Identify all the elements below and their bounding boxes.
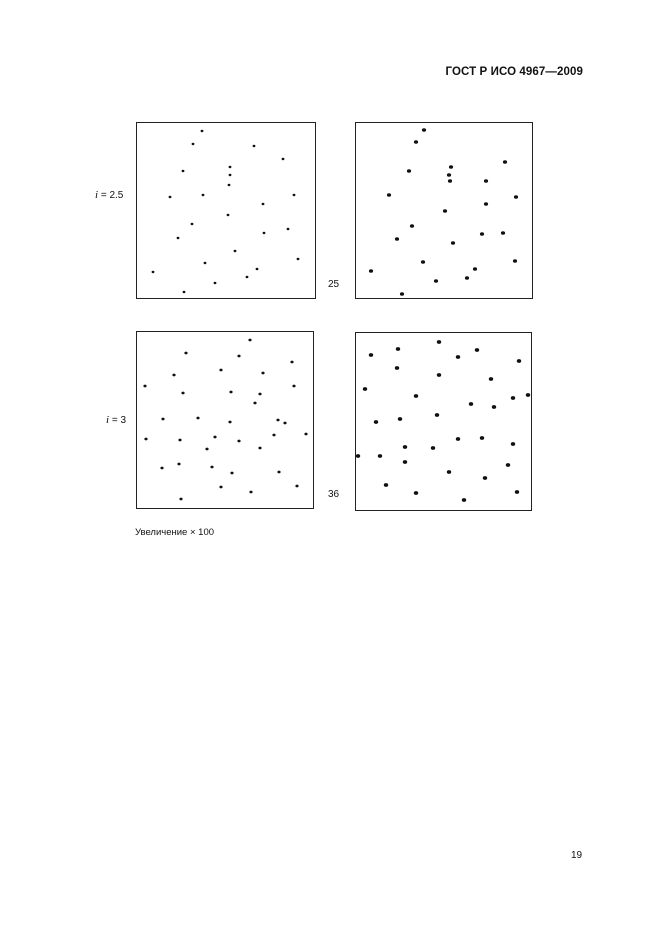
particle-dot — [469, 402, 473, 406]
particle-dot — [384, 483, 388, 487]
particle-dot — [447, 470, 451, 474]
particle-dot — [447, 173, 451, 177]
particle-dot — [414, 140, 418, 144]
particle-dot — [422, 128, 426, 132]
particle-dot — [283, 422, 286, 425]
particle-dot — [144, 438, 147, 441]
particle-dot — [143, 385, 146, 388]
variable-i: i — [95, 189, 99, 201]
particle-dot — [369, 353, 373, 357]
particle-dot — [480, 232, 484, 236]
particle-dot — [407, 169, 411, 173]
particle-dot — [177, 237, 180, 239]
particle-dot — [414, 491, 418, 495]
particle-dot — [492, 405, 496, 409]
particle-dot — [448, 179, 452, 183]
value-label-25: 25 — [328, 279, 340, 290]
particle-dot — [179, 498, 182, 501]
particle-dot — [295, 485, 298, 488]
particle-dot — [192, 143, 195, 145]
particle-dot — [277, 471, 280, 474]
particle-dot — [196, 417, 199, 420]
particle-dot — [501, 231, 505, 235]
particle-dot — [230, 472, 233, 475]
particle-dot — [292, 385, 295, 388]
particle-dot — [369, 269, 373, 273]
particle-dot — [387, 193, 391, 197]
particle-dot — [249, 491, 252, 494]
document-header: ГОСТ Р ИСО 4967—2009 — [445, 66, 583, 78]
particle-dot — [511, 442, 515, 446]
particle-dot — [414, 394, 418, 398]
particle-dot — [456, 437, 460, 441]
particle-dot — [526, 393, 530, 397]
micrograph-coarse-3 — [355, 332, 532, 511]
particle-dot — [258, 447, 261, 450]
particle-dot — [465, 276, 469, 280]
particle-dot — [204, 262, 207, 264]
particle-dot — [237, 440, 240, 443]
particle-dot — [431, 446, 435, 450]
particle-dot — [410, 224, 414, 228]
particle-dot — [228, 184, 231, 186]
particle-dot — [363, 387, 367, 391]
particle-dot — [178, 439, 181, 442]
particle-dot — [403, 445, 407, 449]
particle-dot — [262, 203, 265, 205]
particle-field — [356, 333, 533, 512]
particle-dot — [161, 418, 164, 421]
particle-field — [137, 123, 317, 300]
particle-dot — [437, 373, 441, 377]
particle-dot — [201, 130, 204, 132]
particle-dot — [228, 421, 231, 424]
particle-dot — [395, 366, 399, 370]
variable-i: i — [106, 414, 110, 426]
particle-dot — [378, 454, 382, 458]
particle-dot — [263, 232, 266, 234]
particle-dot — [169, 196, 172, 198]
label-value: = 2.5 — [98, 190, 124, 201]
particle-dot — [403, 460, 407, 464]
particle-dot — [202, 194, 205, 196]
particle-dot — [293, 194, 296, 196]
particle-dot — [398, 417, 402, 421]
particle-dot — [191, 223, 194, 225]
particle-dot — [506, 463, 510, 467]
particle-dot — [462, 498, 466, 502]
particle-dot — [374, 420, 378, 424]
particle-dot — [152, 271, 155, 273]
particle-dot — [276, 419, 279, 422]
particle-dot — [160, 467, 163, 470]
particle-dot — [182, 170, 185, 172]
particle-dot — [248, 339, 251, 342]
particle-dot — [256, 268, 259, 270]
particle-dot — [214, 282, 217, 284]
particle-dot — [515, 490, 519, 494]
particle-dot — [234, 250, 237, 252]
particle-dot — [297, 258, 300, 260]
label-value: = 3 — [109, 415, 127, 426]
particle-dot — [183, 291, 186, 293]
particle-dot — [229, 174, 232, 176]
particle-dot — [172, 374, 175, 377]
particle-dot — [484, 179, 488, 183]
particle-dot — [287, 228, 290, 230]
particle-dot — [480, 436, 484, 440]
row-label-i-2-5 — [95, 189, 123, 201]
particle-dot — [514, 195, 518, 199]
particle-dot — [205, 448, 208, 451]
particle-dot — [421, 260, 425, 264]
particle-dot — [184, 352, 187, 355]
particle-dot — [219, 486, 222, 489]
particle-dot — [434, 279, 438, 283]
particle-field — [137, 332, 315, 510]
particle-dot — [304, 433, 307, 436]
particle-dot — [400, 292, 404, 296]
particle-dot — [356, 454, 360, 458]
particle-dot — [229, 166, 232, 168]
particle-dot — [237, 355, 240, 358]
particle-dot — [253, 145, 256, 147]
micrograph-fine-2-5 — [136, 122, 316, 299]
particle-dot — [443, 209, 447, 213]
value-label-36: 36 — [328, 489, 340, 500]
particle-dot — [290, 361, 293, 364]
particle-dot — [213, 436, 216, 439]
micrograph-coarse-2-5 — [355, 122, 533, 299]
particle-dot — [513, 259, 517, 263]
row-label-i-3 — [106, 414, 126, 426]
particle-dot — [517, 359, 521, 363]
page-number: 19 — [571, 850, 583, 861]
particle-dot — [456, 355, 460, 359]
particle-dot — [511, 396, 515, 400]
particle-dot — [395, 237, 399, 241]
particle-dot — [253, 402, 256, 405]
particle-dot — [219, 369, 222, 372]
particle-dot — [177, 463, 180, 466]
particle-field — [356, 123, 534, 300]
particle-dot — [435, 413, 439, 417]
particle-dot — [475, 348, 479, 352]
particle-dot — [181, 392, 184, 395]
micrograph-fine-3 — [136, 331, 314, 509]
particle-dot — [229, 391, 232, 394]
magnification-caption: Увеличение × 100 — [135, 527, 215, 538]
particle-dot — [484, 202, 488, 206]
particle-dot — [210, 466, 213, 469]
particle-dot — [258, 393, 261, 396]
particle-dot — [473, 267, 477, 271]
particle-dot — [451, 241, 455, 245]
particle-dot — [261, 372, 264, 375]
particle-dot — [489, 377, 493, 381]
particle-dot — [449, 165, 453, 169]
particle-dot — [396, 347, 400, 351]
particle-dot — [246, 276, 249, 278]
particle-dot — [503, 160, 507, 164]
particle-dot — [282, 158, 285, 160]
particle-dot — [483, 476, 487, 480]
particle-dot — [272, 434, 275, 437]
particle-dot — [227, 214, 230, 216]
particle-dot — [437, 340, 441, 344]
